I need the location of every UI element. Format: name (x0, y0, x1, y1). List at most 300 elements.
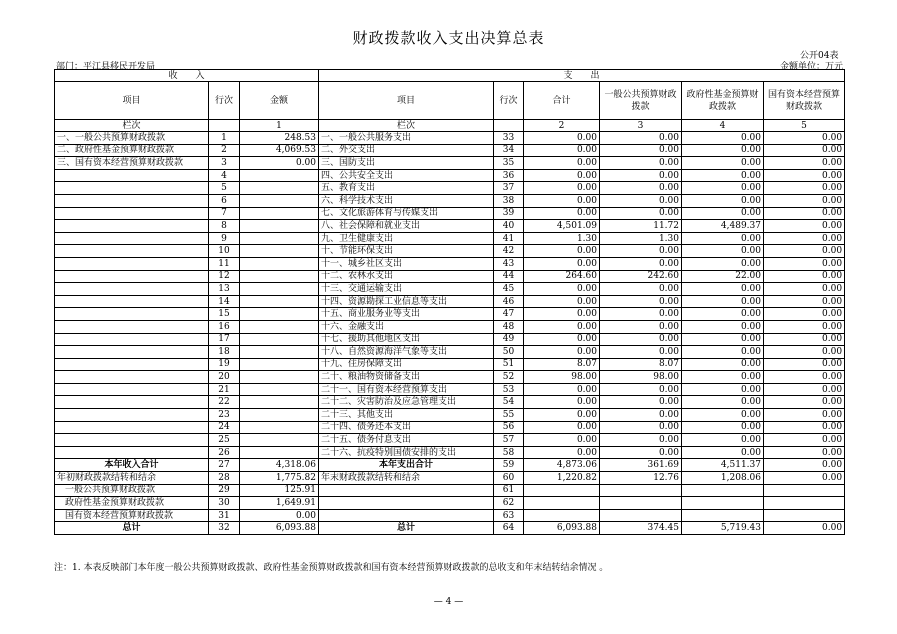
table-cell-f: 0.00 (682, 371, 764, 384)
carry-in-no: 28 (209, 472, 240, 485)
carry-sub3-label: 国有资本经营预算财政拨款 (55, 509, 209, 522)
table-cell-in-amt (240, 346, 319, 359)
table-cell-ex-no: 39 (494, 207, 524, 220)
carry-in-label: 年初财政拨款结转和结余 (55, 472, 209, 485)
table-cell-in-item: 二、政府性基金预算财政拨款 (55, 144, 209, 157)
table-row (55, 182, 845, 195)
grand-expense-no: 64 (494, 522, 524, 535)
carry-out-state: 0.00 (764, 472, 845, 485)
table-cell-ex-no: 52 (494, 371, 524, 384)
table-row (55, 421, 845, 434)
table-cell-in-amt (240, 396, 319, 409)
table-cell-f: 0.00 (682, 421, 764, 434)
table-cell-f: 0.00 (682, 409, 764, 422)
table-cell-ex-item: 二十、粮油物资储备支出 (319, 371, 494, 384)
table-cell-in-no: 14 (209, 295, 240, 308)
col-label-5: 5 (764, 120, 845, 132)
table-cell-ex-item: 十八、自然资源海洋气象等支出 (319, 346, 494, 359)
table-cell-ex-no: 47 (494, 308, 524, 321)
col-label-empty (209, 120, 240, 132)
table-cell-ex-no: 38 (494, 194, 524, 207)
table-cell-in-item (55, 396, 209, 409)
table-cell-t: 8.07 (524, 358, 600, 371)
table-cell-f: 0.00 (682, 132, 764, 145)
table-cell-t: 0.00 (524, 333, 600, 346)
department-label: 部门：平江县移民开发局 (56, 62, 156, 72)
table-cell-ex-item: 七、文化旅游体育与传媒支出 (319, 207, 494, 220)
table-cell-f: 0.00 (682, 232, 764, 245)
table-cell-ex-no: 56 (494, 421, 524, 434)
table-cell-in-item (55, 371, 209, 384)
table-cell-t: 264.60 (524, 270, 600, 283)
table-cell-in-no: 1 (209, 132, 240, 145)
table-cell-g: 98.00 (600, 371, 682, 384)
table-cell-g: 0.00 (600, 434, 682, 447)
page-number: — 4 — (433, 597, 464, 607)
col-label-2: 2 (524, 120, 600, 132)
table-cell-ex-item: 十四、资源勘探工业信息等支出 (319, 295, 494, 308)
table-cell-in-no: 24 (209, 421, 240, 434)
table-cell-g: 0.00 (600, 245, 682, 258)
carry-sub1-exp-no: 61 (494, 484, 524, 497)
carry-sub1-no: 29 (209, 484, 240, 497)
table-cell-t: 0.00 (524, 283, 600, 296)
carry-sub2-exp-empty (319, 497, 494, 510)
table-row (55, 358, 845, 371)
table-cell-t: 0.00 (524, 409, 600, 422)
table-cell-ex-item: 二十六、抗疫特别国债安排的支出 (319, 446, 494, 459)
table-cell-g: 242.60 (600, 270, 682, 283)
table-cell-t: 0.00 (524, 245, 600, 258)
income-header: 收 入 (55, 70, 319, 82)
table-cell-in-item (55, 245, 209, 258)
table-cell-s: 0.00 (764, 320, 845, 333)
table-cell-g: 0.00 (600, 182, 682, 195)
form-code: 公开04表 (800, 51, 839, 61)
table-cell-s: 0.00 (764, 383, 845, 396)
table-cell-in-item: 一、一般公共预算财政拨款 (55, 132, 209, 145)
table-cell-in-item (55, 169, 209, 182)
table-cell-t: 0.00 (524, 169, 600, 182)
income-total-amount: 4,318.06 (240, 459, 319, 472)
table-cell-ex-no: 51 (494, 358, 524, 371)
table-cell-in-no: 25 (209, 434, 240, 447)
table-cell-in-item (55, 333, 209, 346)
carry-in-amount: 1,775.82 (240, 472, 319, 485)
table-cell-s: 0.00 (764, 270, 845, 283)
table-cell-in-amt: 0.00 (240, 157, 319, 170)
table-cell-g: 0.00 (600, 257, 682, 270)
table-cell-ex-item: 二十五、债务付息支出 (319, 434, 494, 447)
table-cell-ex-no: 58 (494, 446, 524, 459)
table-cell-t: 0.00 (524, 383, 600, 396)
col-label-1: 1 (240, 120, 319, 132)
col-label-3: 3 (600, 120, 682, 132)
table-cell-f: 0.00 (682, 320, 764, 333)
table-cell-f: 0.00 (682, 144, 764, 157)
table-cell-ex-no: 43 (494, 257, 524, 270)
grand-total-no: 32 (209, 522, 240, 535)
table-row (55, 245, 845, 258)
table-cell-f: 0.00 (682, 333, 764, 346)
col-header-general: 一般公共预算财政拨款 (600, 82, 682, 120)
expense-total-no: 59 (494, 459, 524, 472)
table-cell-g: 0.00 (600, 295, 682, 308)
table-cell-ex-item: 二十三、其他支出 (319, 409, 494, 422)
table-cell-ex-item: 八、社会保障和就业支出 (319, 220, 494, 233)
carry-out-total: 1,220.82 (524, 472, 600, 485)
table-cell-t: 0.00 (524, 157, 600, 170)
table-cell-in-no: 6 (209, 194, 240, 207)
exp-col-label-empty (494, 120, 524, 132)
table-cell-in-no: 16 (209, 320, 240, 333)
table-cell-in-amt (240, 220, 319, 233)
table-cell-ex-item: 十三、交通运输支出 (319, 283, 494, 296)
table-cell-t: 0.00 (524, 446, 600, 459)
table-cell-in-amt (240, 320, 319, 333)
col-header-fund: 政府性基金预算财政拨款 (682, 82, 764, 120)
table-cell-ex-no: 57 (494, 434, 524, 447)
table-cell-g: 0.00 (600, 446, 682, 459)
table-cell-s: 0.00 (764, 295, 845, 308)
table-cell-in-amt (240, 421, 319, 434)
table-cell-in-amt (240, 270, 319, 283)
table-cell-ex-no: 53 (494, 383, 524, 396)
carry-out-no: 60 (494, 472, 524, 485)
table-cell-in-no: 2 (209, 144, 240, 157)
table-cell-in-item (55, 232, 209, 245)
table-cell-g: 0.00 (600, 320, 682, 333)
table-cell-in-amt (240, 232, 319, 245)
col-header-exp-item: 项目 (319, 82, 494, 120)
table-cell-ex-no: 54 (494, 396, 524, 409)
table-cell-in-item (55, 409, 209, 422)
table-cell-g: 11.72 (600, 220, 682, 233)
table-cell-in-no: 7 (209, 207, 240, 220)
table-cell-in-amt (240, 434, 319, 447)
table-cell-t: 0.00 (524, 194, 600, 207)
grand-expense-general: 374.45 (600, 522, 682, 535)
table-cell-s: 0.00 (764, 207, 845, 220)
table-cell-ex-item: 六、科学技术支出 (319, 194, 494, 207)
table-cell-s: 0.00 (764, 421, 845, 434)
table-cell-ex-no: 36 (494, 169, 524, 182)
table-cell-g: 0.00 (600, 283, 682, 296)
table-cell-in-amt (240, 283, 319, 296)
table-cell-ex-no: 44 (494, 270, 524, 283)
table-cell-in-item (55, 358, 209, 371)
table-cell-in-no: 21 (209, 383, 240, 396)
table-cell-f: 4,489.37 (682, 220, 764, 233)
table-cell-g: 0.00 (600, 396, 682, 409)
table-cell-f: 0.00 (682, 283, 764, 296)
table-cell-in-item (55, 194, 209, 207)
table-cell-in-no: 22 (209, 396, 240, 409)
table-cell-in-item (55, 383, 209, 396)
table-cell-s: 0.00 (764, 358, 845, 371)
table-cell-in-no: 10 (209, 245, 240, 258)
expense-total-state: 0.00 (764, 459, 845, 472)
table-cell-ex-no: 48 (494, 320, 524, 333)
table-cell-in-item (55, 220, 209, 233)
table-cell-f: 0.00 (682, 207, 764, 220)
table-cell-in-item (55, 283, 209, 296)
table-row (55, 396, 845, 409)
carry-sub3-exp-no: 63 (494, 509, 524, 522)
table-cell-ex-item: 十六、金融支出 (319, 320, 494, 333)
table-cell-ex-no: 42 (494, 245, 524, 258)
table-cell-in-no: 9 (209, 232, 240, 245)
table-cell-in-no: 23 (209, 409, 240, 422)
table-row (55, 308, 845, 321)
table-cell-s: 0.00 (764, 371, 845, 384)
col-header-total: 合计 (524, 82, 600, 120)
expense-total-fund: 4,511.37 (682, 459, 764, 472)
table-cell-s: 0.00 (764, 257, 845, 270)
table-cell-in-item (55, 207, 209, 220)
col-label-4: 4 (682, 120, 764, 132)
table-cell-s: 0.00 (764, 283, 845, 296)
table-row (55, 132, 845, 145)
table-cell-g: 0.00 (600, 207, 682, 220)
expense-header: 支 出 (319, 70, 845, 82)
table-cell-in-amt (240, 169, 319, 182)
table-cell-s: 0.00 (764, 157, 845, 170)
carry-sub1-exp-empty (319, 484, 494, 497)
table-row (55, 169, 845, 182)
table-cell-s: 0.00 (764, 333, 845, 346)
table-cell-t: 0.00 (524, 132, 600, 145)
table-cell-ex-no: 40 (494, 220, 524, 233)
table-cell-f: 0.00 (682, 446, 764, 459)
grand-expense-total: 6,093.88 (524, 522, 600, 535)
carry-out-fund: 1,208.06 (682, 472, 764, 485)
table-cell-t: 0.00 (524, 434, 600, 447)
table-cell-in-item (55, 295, 209, 308)
table-cell-in-amt (240, 446, 319, 459)
table-cell-in-no: 3 (209, 157, 240, 170)
table-cell-t: 0.00 (524, 396, 600, 409)
table-cell-in-amt (240, 358, 319, 371)
col-header-item: 项目 (55, 82, 209, 120)
table-cell-s: 0.00 (764, 409, 845, 422)
table-cell-ex-no: 35 (494, 157, 524, 170)
carry-out-label: 年末财政拨款结转和结余 (319, 472, 494, 485)
table-cell-in-no: 17 (209, 333, 240, 346)
table-cell-ex-no: 37 (494, 182, 524, 195)
table-cell-ex-item: 九、卫生健康支出 (319, 232, 494, 245)
grand-expense-label: 总计 (319, 522, 494, 535)
table-cell-in-no: 11 (209, 257, 240, 270)
table-row (55, 434, 845, 447)
table-row (55, 144, 845, 157)
table-cell-ex-item: 二十四、债务还本支出 (319, 421, 494, 434)
table-cell-in-no: 4 (209, 169, 240, 182)
table-cell-in-item (55, 446, 209, 459)
table-cell-t: 0.00 (524, 346, 600, 359)
table-cell-s: 0.00 (764, 194, 845, 207)
table-row (55, 371, 845, 384)
table-cell-g: 0.00 (600, 409, 682, 422)
col-header-state: 国有资本经营预算财政拨款 (764, 82, 845, 120)
table-cell-in-item (55, 434, 209, 447)
table-cell-in-item (55, 308, 209, 321)
table-cell-ex-no: 33 (494, 132, 524, 145)
expense-total-label: 本年支出合计 (319, 459, 494, 472)
table-cell-s: 0.00 (764, 308, 845, 321)
table-cell-t: 0.00 (524, 308, 600, 321)
footnote: 注：1. 本表反映部门本年度一般公共预算财政拨款、政府性基金预算财政拨款和国有资本经营预算财政拨款的总收支和年末结转结余情况 。 (54, 563, 609, 573)
table-cell-ex-item: 十七、援助其他地区支出 (319, 333, 494, 346)
table-cell-t: 0.00 (524, 421, 600, 434)
table-cell-in-item: 三、国有资本经营预算财政拨款 (55, 157, 209, 170)
income-total-no: 27 (209, 459, 240, 472)
table-cell-in-amt (240, 257, 319, 270)
table-cell-g: 0.00 (600, 333, 682, 346)
table-row (55, 409, 845, 422)
table-cell-ex-item: 二、外交支出 (319, 144, 494, 157)
col-label: 栏次 (55, 120, 209, 132)
table-cell-in-item (55, 320, 209, 333)
table-cell-s: 0.00 (764, 182, 845, 195)
table-row (55, 157, 845, 170)
table-cell-s: 0.00 (764, 434, 845, 447)
table-cell-g: 0.00 (600, 308, 682, 321)
table-cell-t: 0.00 (524, 182, 600, 195)
table-cell-g: 0.00 (600, 194, 682, 207)
carry-sub3-no: 31 (209, 509, 240, 522)
table-cell-f: 0.00 (682, 434, 764, 447)
col-header-amount: 金额 (240, 82, 319, 120)
table-cell-ex-item: 一、一般公共服务支出 (319, 132, 494, 145)
table-cell-s: 0.00 (764, 232, 845, 245)
table-cell-f: 0.00 (682, 346, 764, 359)
table-cell-s: 0.00 (764, 446, 845, 459)
table-cell-in-item (55, 257, 209, 270)
expense-total-general: 361.69 (600, 459, 682, 472)
expense-total-total: 4,873.06 (524, 459, 600, 472)
table-cell-in-amt (240, 194, 319, 207)
table-cell-s: 0.00 (764, 144, 845, 157)
table-row (55, 295, 845, 308)
table-row (55, 383, 845, 396)
table-cell-ex-item: 十、节能环保支出 (319, 245, 494, 258)
table-cell-s: 0.00 (764, 346, 845, 359)
table-cell-f: 0.00 (682, 157, 764, 170)
table-cell-f: 0.00 (682, 295, 764, 308)
table-cell-in-no: 5 (209, 182, 240, 195)
table-cell-in-amt (240, 308, 319, 321)
table-cell-g: 0.00 (600, 157, 682, 170)
table-cell-in-no: 18 (209, 346, 240, 359)
table-cell-ex-no: 34 (494, 144, 524, 157)
table-cell-g: 0.00 (600, 144, 682, 157)
table-row (55, 257, 845, 270)
table-cell-g: 0.00 (600, 132, 682, 145)
table-cell-f: 0.00 (682, 383, 764, 396)
table-row (55, 194, 845, 207)
carry-sub2-label: 政府性基金预算财政拨款 (55, 497, 209, 510)
table-cell-g: 8.07 (600, 358, 682, 371)
table-cell-f: 0.00 (682, 257, 764, 270)
table-cell-in-no: 26 (209, 446, 240, 459)
table-cell-in-no: 12 (209, 270, 240, 283)
col-header-exp-row-no: 行次 (494, 82, 524, 120)
table-cell-f: 0.00 (682, 169, 764, 182)
table-row (55, 220, 845, 233)
table-cell-in-amt: 4,069.53 (240, 144, 319, 157)
table-cell-g: 1.30 (600, 232, 682, 245)
table-cell-in-no: 13 (209, 283, 240, 296)
table-cell-s: 0.00 (764, 169, 845, 182)
table-row (55, 232, 845, 245)
table-cell-f: 0.00 (682, 182, 764, 195)
table-cell-t: 98.00 (524, 371, 600, 384)
table-cell-t: 0.00 (524, 144, 600, 157)
table-cell-in-amt (240, 333, 319, 346)
table-cell-in-item (55, 270, 209, 283)
table-cell-ex-item: 四、公共安全支出 (319, 169, 494, 182)
table-cell-in-amt (240, 245, 319, 258)
carry-sub2-no: 30 (209, 497, 240, 510)
table-cell-s: 0.00 (764, 132, 845, 145)
table-cell-in-item (55, 182, 209, 195)
table-cell-g: 0.00 (600, 169, 682, 182)
table-cell-ex-no: 45 (494, 283, 524, 296)
table-cell-s: 0.00 (764, 396, 845, 409)
table-row (55, 207, 845, 220)
carry-sub1-amount: 125.91 (240, 484, 319, 497)
exp-col-label: 栏次 (319, 120, 494, 132)
table-cell-ex-item: 十五、商业服务业等支出 (319, 308, 494, 321)
table-row (55, 270, 845, 283)
table-cell-t: 0.00 (524, 320, 600, 333)
table-cell-ex-item: 二十二、灾害防治及应急管理支出 (319, 396, 494, 409)
table-cell-t: 4,501.09 (524, 220, 600, 233)
table-cell-s: 0.00 (764, 220, 845, 233)
table-cell-f: 22.00 (682, 270, 764, 283)
table-cell-ex-item: 十二、农林水支出 (319, 270, 494, 283)
table-row (55, 320, 845, 333)
carry-sub2-amount: 1,649.91 (240, 497, 319, 510)
table-cell-t: 0.00 (524, 207, 600, 220)
grand-total-amount: 6,093.88 (240, 522, 319, 535)
table-cell-ex-no: 55 (494, 409, 524, 422)
page-title: 财政拨款收入支出决算总表 (352, 29, 545, 47)
carry-sub3-exp-empty (319, 509, 494, 522)
table-cell-in-item (55, 421, 209, 434)
table-cell-ex-no: 41 (494, 232, 524, 245)
table-row (55, 446, 845, 459)
table-cell-t: 0.00 (524, 257, 600, 270)
income-total-label: 本年收入合计 (55, 459, 209, 472)
table-cell-t: 1.30 (524, 232, 600, 245)
carry-sub3-amount: 0.00 (240, 509, 319, 522)
table-row (55, 346, 845, 359)
carry-out-general: 12.76 (600, 472, 682, 485)
col-header-row-no: 行次 (209, 82, 240, 120)
table-cell-f: 0.00 (682, 308, 764, 321)
table-cell-f: 0.00 (682, 396, 764, 409)
table-cell-in-amt (240, 295, 319, 308)
table-cell-in-amt (240, 383, 319, 396)
table-cell-in-item (55, 346, 209, 359)
table-cell-in-amt (240, 409, 319, 422)
table-cell-in-no: 8 (209, 220, 240, 233)
table-cell-in-amt: 248.53 (240, 132, 319, 145)
table-cell-ex-item: 十一、城乡社区支出 (319, 257, 494, 270)
table-cell-in-no: 19 (209, 358, 240, 371)
